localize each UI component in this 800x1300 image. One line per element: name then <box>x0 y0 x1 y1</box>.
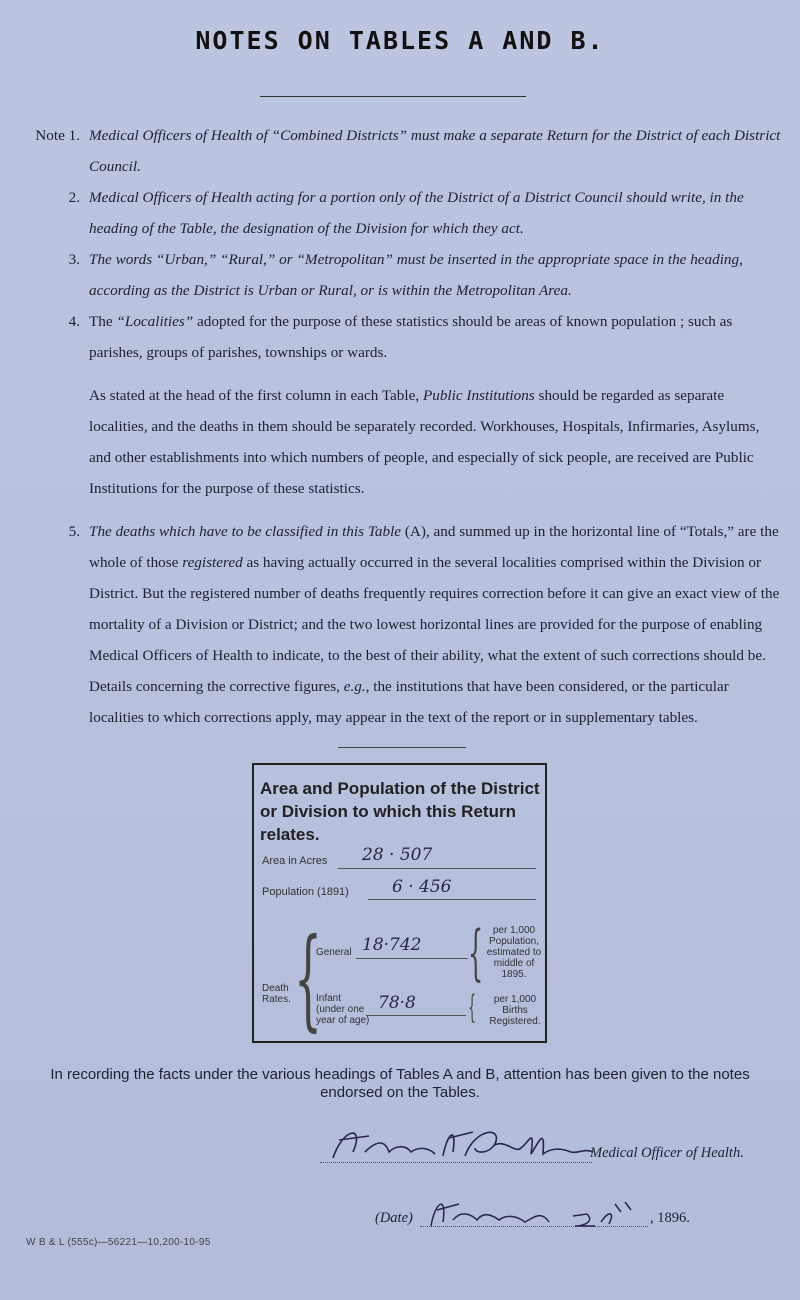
note-number: 5. <box>68 523 80 540</box>
note-3 <box>20 244 784 306</box>
date-year: , 1896. <box>650 1210 690 1226</box>
note-text <box>89 306 784 368</box>
infant-brace: { <box>468 988 477 1026</box>
text-segment: (A), and summed up in the horizontal line of “Totals,” are the whole of those <box>89 523 779 571</box>
text-segment: Public Institutions <box>422 387 535 404</box>
separator-rule <box>338 747 466 748</box>
signature-handwriting <box>325 1118 595 1168</box>
signature-line <box>320 1162 592 1163</box>
area-value: 28 · 507 <box>362 845 433 865</box>
population-line <box>368 899 536 900</box>
area-label: Area in Acres <box>262 855 328 867</box>
text-segment: “Localities” <box>116 313 194 330</box>
text-segment: as having actually occurred in the several localities comprised within the Division or District. But the registered number of deaths frequently requires correction before it can give an exact view of the mortality of a Division or District; and the two lowest horizontal lines are provided for the purpose of enabling Medical Officers of Health to indicate, to the best of their ability, what the extent of such corrections should be. Details concerning the corrective figures, <box>89 554 780 695</box>
text-segment: registered <box>182 554 243 571</box>
population-label: Population (1891) <box>262 886 349 898</box>
printer-imprint: W B & L (555c)—56221—10,200-10-95 <box>26 1237 211 1248</box>
note-number: 3. <box>68 251 80 268</box>
text-segment: Medical Officers of Health acting for a portion only of the District of a District Council should write, in the heading of the Table, the designation of the Division for which they act. <box>89 189 744 237</box>
infant-value: 78·8 <box>378 993 416 1013</box>
declaration-statement: In recording the facts under the various headings of Tables A and B, attention has been given to the notes endorsed on the Tables. <box>50 1066 750 1101</box>
general-label: General <box>316 947 352 958</box>
left-brace: { <box>294 914 322 1042</box>
population-value: 6 · 456 <box>392 877 452 897</box>
title-underline <box>260 96 526 97</box>
note-number: 2. <box>68 189 80 206</box>
text-segment: Medical Officers of Health of “Combined Districts” must make a separate Return for the District of each District Council. <box>89 127 781 175</box>
infant-note: per 1,000 Births Registered. <box>489 994 541 1027</box>
date-handwriting <box>425 1192 645 1232</box>
date-label: (Date) <box>375 1210 413 1226</box>
area-line <box>338 868 536 869</box>
note-4 <box>20 306 784 368</box>
paragraph-text <box>89 380 784 504</box>
text-segment: should be regarded as separate localities, and the deaths in them should be separately recorded. Workhouses, Hospitals, Infirmaries, Asylums, and other establishments into which numbers of people, and especially of sick people, are received are Public Institutions for the purpose of these statistics. <box>89 387 760 497</box>
note-number: 4. <box>68 313 80 330</box>
signatory-role: Medical Officer of Health. <box>590 1145 744 1161</box>
general-note: per 1,000 Population, estimated to middle of 1895. <box>486 925 542 980</box>
note-number: Note 1. <box>35 127 80 144</box>
text-segment: , the institutions that have been considered, or the particular localities to which corrections apply, may appear in the text of the report or in supplementary tables. <box>89 678 729 726</box>
infant-line <box>366 1015 466 1016</box>
death-rates-label: Death Rates. <box>262 983 291 1005</box>
note-5 <box>20 516 784 733</box>
note-text <box>89 120 784 182</box>
area-population-box <box>252 763 547 1043</box>
general-value: 18·742 <box>362 935 422 955</box>
note-2 <box>20 182 784 244</box>
text-segment: The <box>89 313 117 330</box>
note-text <box>89 516 784 733</box>
text-segment: As stated at the head of the first column in each Table, <box>89 387 423 404</box>
text-segment: The deaths which have to be classified in this Table <box>89 523 402 540</box>
public-institutions-paragraph <box>20 380 784 504</box>
text-segment: e.g. <box>343 678 366 695</box>
note-text <box>89 244 784 306</box>
general-line <box>356 958 468 959</box>
text-segment: adopted for the purpose of these statistics should be areas of known population ; such as parishes, groups of parishes, townships or wards. <box>89 313 733 361</box>
notes-section <box>20 120 784 733</box>
note-text <box>89 182 784 244</box>
note-1 <box>20 120 784 182</box>
text-segment: The words “Urban,” “Rural,” or “Metropolitan” must be inserted in the appropriate space in the heading, according as the District is Urban or Rural, or is within the Metropolitan Area. <box>89 251 743 299</box>
page-title: NOTES ON TABLES A AND B. <box>195 26 605 55</box>
box-title: Area and Population of the District or Division to which this Return relates. <box>260 779 540 844</box>
infant-label: Infant (under one year of age) <box>316 993 370 1026</box>
general-brace: { <box>468 918 484 988</box>
